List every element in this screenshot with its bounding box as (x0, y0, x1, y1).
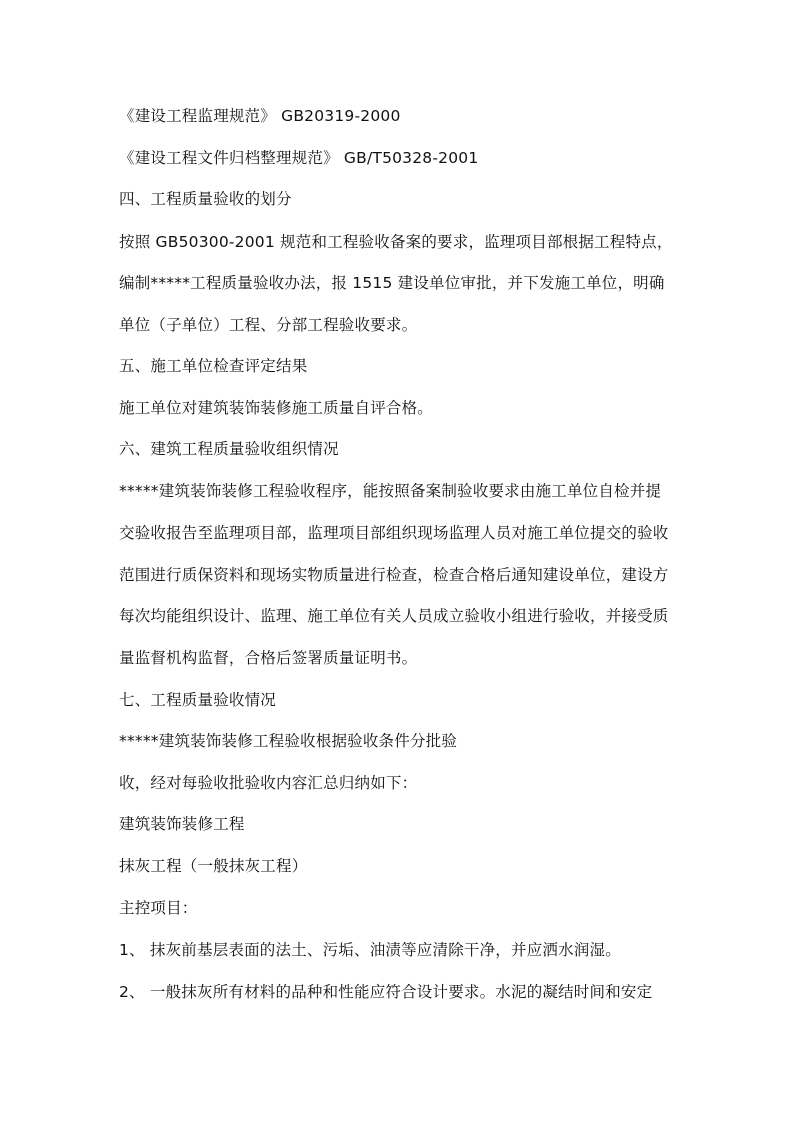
subsection-title: 主控项目： (119, 899, 198, 917)
section-heading-4: 四、工程质量验收的划分 (119, 190, 292, 208)
doc-paragraph-line: *****建筑装饰装修工程验收根据验收条件分批验 (119, 732, 458, 750)
doc-paragraph-line: 按照 GB50300-2001 规范和工程验收备案的要求，监理项目部根据工程特点， (119, 233, 673, 251)
doc-paragraph-line: 量监督机构监督，合格后签署质量证明书。 (119, 649, 418, 667)
section-heading-7: 七、工程质量验收情况 (119, 691, 277, 709)
subsection-title: 抹灰工程（一般抹灰工程） (119, 857, 308, 875)
doc-paragraph-line: *****建筑装饰装修工程验收程序，能按照备案制验收要求由施工单位自检并提 (119, 482, 662, 500)
doc-paragraph-line: 收，经对每验收批验收内容汇总归纳如下： (119, 774, 418, 792)
doc-paragraph-line: 单位（子单位）工程、分部工程验收要求。 (119, 316, 418, 334)
doc-paragraph-line: 施工单位对建筑装饰装修施工质量自评合格。 (119, 399, 434, 417)
doc-line-standard-2: 《建设工程文件归档整理规范》 GB/T50328-2001 (119, 149, 479, 167)
doc-paragraph-line: 交验收报告至监理项目部，监理项目部组织现场监理人员对施工单位提交的验收 (119, 524, 669, 542)
section-heading-6: 六、建筑工程质量验收组织情况 (119, 440, 339, 458)
doc-paragraph-line: 每次均能组织设计、监理、施工单位有关人员成立验收小组进行验收，并接受质 (119, 607, 669, 625)
doc-paragraph-line: 编制*****工程质量验收办法，报 1515 建设单位审批，并下发施工单位，明确 (119, 274, 665, 292)
list-item: 1、 抹灰前基层表面的法土、污垢、油渍等应清除干净，并应洒水润湿。 (119, 941, 621, 959)
list-item: 2、 一般抹灰所有材料的品种和性能应符合设计要求。水泥的凝结时间和安定 (119, 983, 653, 1001)
doc-line-standard-1: 《建设工程监理规范》 GB20319-2000 (119, 107, 401, 125)
section-heading-5: 五、施工单位检查评定结果 (119, 357, 308, 375)
subsection-title: 建筑装饰装修工程 (119, 815, 245, 833)
doc-paragraph-line: 范围进行质保资料和现场实物质量进行检查，检查合格后通知建设单位，建设方 (119, 566, 669, 584)
